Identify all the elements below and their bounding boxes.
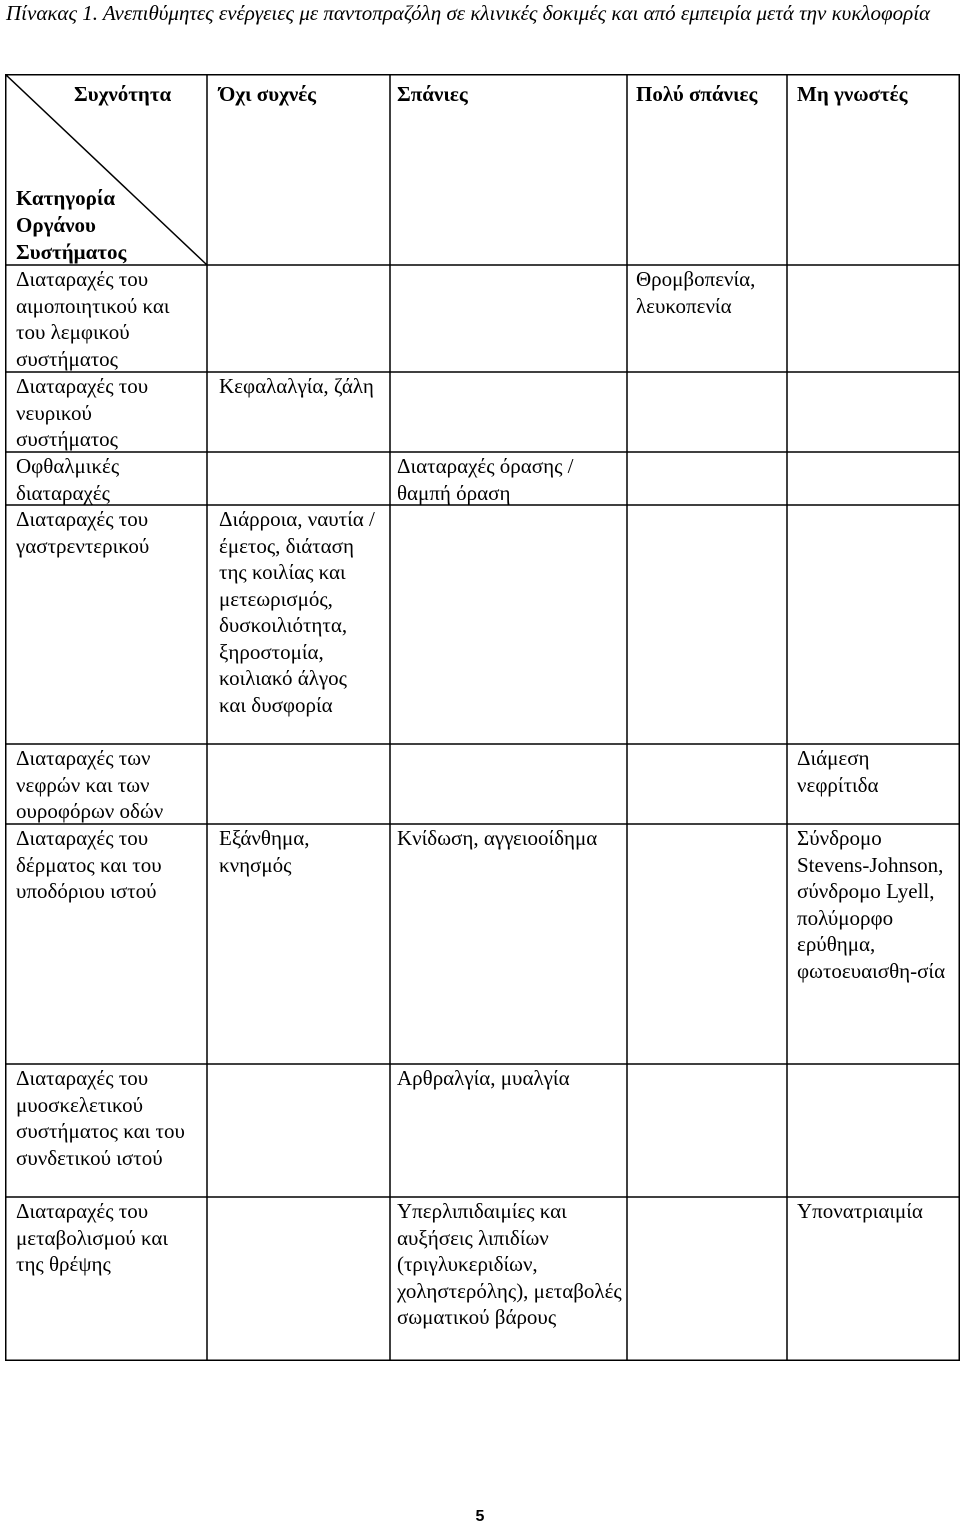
row-category: Διαταραχές του δέρματος και του υποδόριου ιστού bbox=[16, 826, 162, 903]
category-header: Κατηγορία Οργάνου Συστήματος bbox=[16, 186, 127, 264]
column-header-very-rare: Πολύ σπάνιες bbox=[636, 82, 758, 106]
row-category: Διαταραχές του μυοσκελετικού συστήματος και του συνδετικού ιστού bbox=[16, 1066, 185, 1170]
page-number: 5 bbox=[475, 1508, 485, 1525]
cell-unknown: Διάμεση νεφρίτιδα bbox=[797, 746, 879, 797]
row-category: Διαταραχές του γαστρεντερικού bbox=[16, 507, 150, 558]
cell-unknown: Υπονατριαιμία bbox=[797, 1199, 923, 1223]
frequency-header: Συχνότητα bbox=[74, 82, 172, 106]
row-category: Διαταραχές του νευρικού συστήματος bbox=[16, 374, 149, 451]
cell-rare: Διαταραχές όρασης / θαμπή όραση bbox=[397, 454, 574, 505]
cell-unknown: Σύνδρομο Stevens-Johnson, σύνδρομο Lyell, πολύμορφο ερύθημα, φωτοευαισθη-σία bbox=[797, 826, 946, 983]
adverse-reactions-table bbox=[5, 74, 960, 1361]
column-header-unknown: Μη γνωστές bbox=[797, 82, 908, 106]
cell-very-rare: Θρομβοπενία, λευκοπενία bbox=[636, 267, 756, 318]
table-caption: Πίνακας 1. Ανεπιθύμητες ενέργειες με παντοπραζόλη σε κλινικές δοκιμές και από εμπειρία μετά την κυκλοφορία bbox=[6, 1, 931, 25]
cell-uncommon: Διάρροια, ναυτία / έμετος, διάταση της κοιλίας και μετεωρισμός, δυσκοιλιότητα, ξηροστομία, κοιλιακό άλγος και δυσφορία bbox=[219, 507, 375, 717]
row-category: Διαταραχές των νεφρών και των ουροφόρων οδών bbox=[16, 746, 164, 823]
cell-rare: Υπερλιπιδαιμίες και αυξήσεις λιπιδίων (τριγλυκεριδίων, χοληστερόλης), μεταβολές σωματικού βάρους bbox=[397, 1199, 622, 1329]
cell-rare: Κνίδωση, αγγειοοίδημα bbox=[397, 826, 598, 850]
row-category: Διαταραχές του μεταβολισμού και της θρέψης bbox=[16, 1199, 169, 1276]
cell-uncommon: Κεφαλαλγία, ζάλη bbox=[219, 374, 374, 398]
row-category: Διαταραχές του αιμοποιητικού και του λεμφικού συστήματος bbox=[16, 267, 170, 371]
column-header-rare: Σπάνιες bbox=[397, 82, 468, 106]
cell-rare: Αρθραλγία, μυαλγία bbox=[397, 1066, 570, 1090]
column-header-uncommon: Όχι συχνές bbox=[219, 82, 317, 106]
cell-uncommon: Εξάνθημα, κνησμός bbox=[219, 826, 310, 877]
row-category: Οφθαλμικές διαταραχές bbox=[16, 454, 120, 505]
